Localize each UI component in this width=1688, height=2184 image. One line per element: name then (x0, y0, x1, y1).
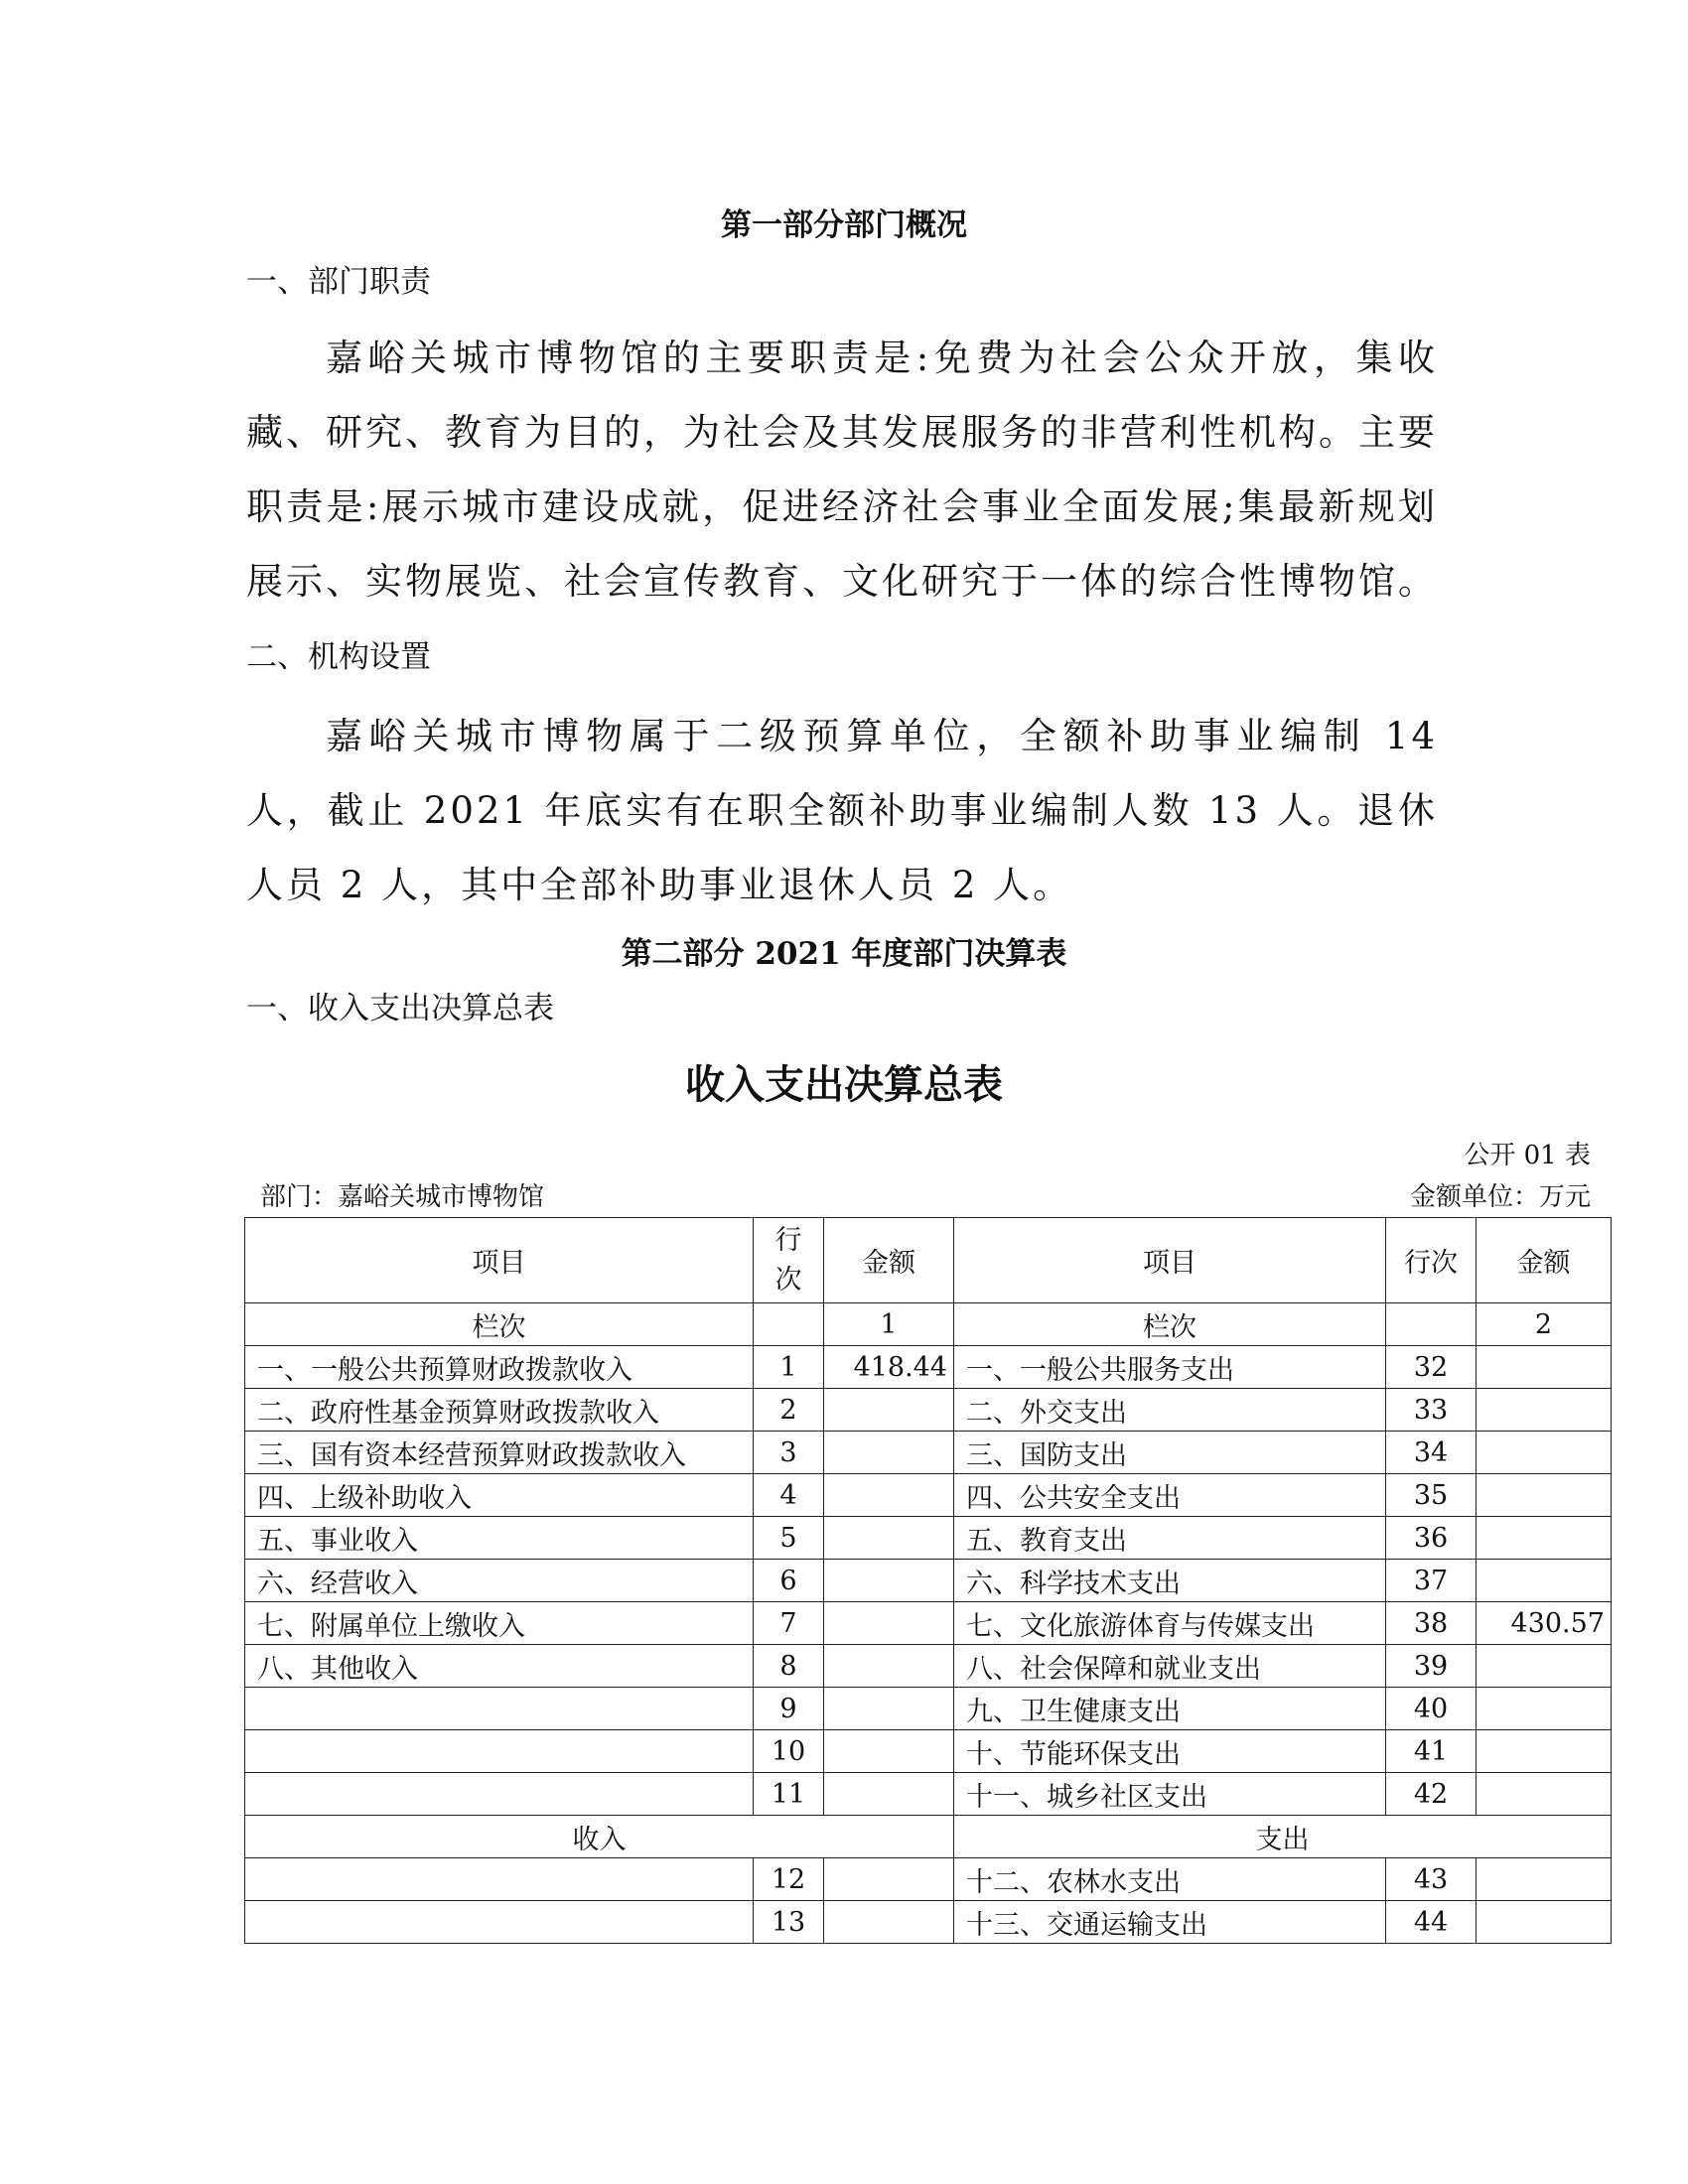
income-line-cell: 13 (754, 1901, 824, 1944)
amount-unit: 金额单位：万元 (1409, 1182, 1591, 1212)
expense-item-cell: 一、一般公共服务支出 (954, 1346, 1386, 1389)
income-line-cell: 4 (754, 1474, 824, 1517)
section1-heading: 一、部门职责 (246, 264, 431, 300)
expense-item-cell: 十三、交通运输支出 (954, 1901, 1386, 1944)
header-amount-2: 金额 (1477, 1218, 1612, 1303)
income-line-cell: 1 (754, 1346, 824, 1389)
expense-amount-cell (1477, 1901, 1612, 1944)
income-item-cell: 四、上级补助收入 (245, 1474, 754, 1517)
income-item-cell (245, 1773, 754, 1816)
expense-line-cell: 34 (1386, 1432, 1477, 1474)
colrow-left-label: 栏次 (245, 1303, 754, 1346)
table-row (245, 1602, 1612, 1645)
header-item: 项目 (245, 1218, 754, 1303)
income-amount-cell (824, 1730, 954, 1773)
income-expense-table (244, 1217, 1612, 1944)
table-row (245, 1346, 1612, 1389)
table-row (245, 1688, 1612, 1730)
colrow-left-no: 1 (824, 1303, 954, 1346)
income-amount-cell (824, 1645, 954, 1688)
expense-line-cell: 42 (1386, 1773, 1477, 1816)
expense-amount-cell (1477, 1688, 1612, 1730)
expense-line-cell: 43 (1386, 1858, 1477, 1901)
income-line-cell: 5 (754, 1517, 824, 1560)
colrow-right-label: 栏次 (954, 1303, 1386, 1346)
expense-line-cell: 37 (1386, 1560, 1477, 1602)
table-row (245, 1474, 1612, 1517)
separator-income-label: 收入 (245, 1816, 954, 1858)
expense-amount-cell (1477, 1858, 1612, 1901)
expense-item-cell: 十二、农林水支出 (954, 1858, 1386, 1901)
income-amount-cell (824, 1858, 954, 1901)
income-amount-cell (824, 1517, 954, 1560)
income-item-cell: 一、一般公共预算财政拨款收入 (245, 1346, 754, 1389)
income-item-cell (245, 1858, 754, 1901)
expense-item-cell: 五、教育支出 (954, 1517, 1386, 1560)
table-row (245, 1730, 1612, 1773)
expense-item-cell: 十、节能环保支出 (954, 1730, 1386, 1773)
income-line-cell: 11 (754, 1773, 824, 1816)
income-item-cell: 五、事业收入 (245, 1517, 754, 1560)
expense-line-cell: 38 (1386, 1602, 1477, 1645)
income-amount-cell (824, 1602, 954, 1645)
income-line-cell: 9 (754, 1688, 824, 1730)
income-amount-cell (824, 1688, 954, 1730)
expense-amount-cell (1477, 1773, 1612, 1816)
expense-line-cell: 41 (1386, 1730, 1477, 1773)
income-line-cell: 6 (754, 1560, 824, 1602)
expense-amount-cell (1477, 1432, 1612, 1474)
expense-amount-cell: 430.57 (1477, 1602, 1612, 1645)
table-row (245, 1773, 1612, 1816)
income-item-cell: 八、其他收入 (245, 1645, 754, 1688)
income-line-cell: 8 (754, 1645, 824, 1688)
income-line-cell: 10 (754, 1730, 824, 1773)
income-line-cell: 12 (754, 1858, 824, 1901)
header-line-2: 行次 (1386, 1218, 1477, 1303)
income-amount-cell (824, 1474, 954, 1517)
table-row (245, 1389, 1612, 1432)
part1-title: 第一部分部门概况 (721, 207, 967, 243)
expense-item-cell: 四、公共安全支出 (954, 1474, 1386, 1517)
income-amount-cell (824, 1773, 954, 1816)
income-item-cell (245, 1688, 754, 1730)
table-row (245, 1901, 1612, 1944)
income-line-cell: 3 (754, 1432, 824, 1474)
expense-amount-cell (1477, 1560, 1612, 1602)
expense-line-cell: 36 (1386, 1517, 1477, 1560)
part2-title: 第二部分 2021 年度部门决算表 (621, 936, 1067, 972)
table-title: 收入支出决算总表 (685, 1061, 1003, 1108)
table-header-row (245, 1218, 1612, 1303)
separator-expense-label: 支出 (954, 1816, 1612, 1858)
income-item-cell: 六、经营收入 (245, 1560, 754, 1602)
expense-line-cell: 44 (1386, 1901, 1477, 1944)
expense-amount-cell (1477, 1517, 1612, 1560)
expense-item-cell: 三、国防支出 (954, 1432, 1386, 1474)
expense-amount-cell (1477, 1474, 1612, 1517)
header-line: 行 次 (754, 1218, 824, 1303)
header-amount: 金额 (824, 1218, 954, 1303)
expense-item-cell: 七、文化旅游体育与传媒支出 (954, 1602, 1386, 1645)
income-item-cell (245, 1901, 754, 1944)
expense-item-cell: 六、科学技术支出 (954, 1560, 1386, 1602)
income-expense-separator-row (245, 1816, 1612, 1858)
expense-item-cell: 九、卫生健康支出 (954, 1688, 1386, 1730)
expense-line-cell: 40 (1386, 1688, 1477, 1730)
header-item-2: 项目 (954, 1218, 1386, 1303)
expense-amount-cell (1477, 1389, 1612, 1432)
income-item-cell: 二、政府性基金预算财政拨款收入 (245, 1389, 754, 1432)
section1-paragraph: 嘉峪关城市博物馆的主要职责是:免费为社会公众开放，集收藏、研究、教育为目的，为社会及其发展服务的非营利性机构。主要职责是:展示城市建设成就，促进经济社会事业全面发展;集最新规划展示、实物展览、社会宣传教育、文化研究于一体的综合性博物馆。 (246, 337, 1438, 603)
income-line-cell: 7 (754, 1602, 824, 1645)
expense-line-cell: 39 (1386, 1645, 1477, 1688)
colrow-empty (754, 1303, 824, 1346)
table-row (245, 1645, 1612, 1688)
income-amount-cell (824, 1560, 954, 1602)
income-amount-cell (824, 1901, 954, 1944)
income-item-cell (245, 1730, 754, 1773)
expense-item-cell: 二、外交支出 (954, 1389, 1386, 1432)
income-item-cell: 七、附属单位上缴收入 (245, 1602, 754, 1645)
income-amount-cell (824, 1389, 954, 1432)
table-row (245, 1517, 1612, 1560)
section2-heading: 二、机构设置 (246, 639, 431, 675)
expense-amount-cell (1477, 1730, 1612, 1773)
colrow-empty-2 (1386, 1303, 1477, 1346)
colrow-right-no: 2 (1477, 1303, 1612, 1346)
income-item-cell: 三、国有资本经营预算财政拨款收入 (245, 1432, 754, 1474)
expense-line-cell: 32 (1386, 1346, 1477, 1389)
expense-item-cell: 十一、城乡社区支出 (954, 1773, 1386, 1816)
expense-amount-cell (1477, 1346, 1612, 1389)
income-line-cell: 2 (754, 1389, 824, 1432)
table-row (245, 1432, 1612, 1474)
column-number-row (245, 1303, 1612, 1346)
department-label: 部门：嘉峪关城市博物馆 (260, 1182, 545, 1212)
expense-line-cell: 35 (1386, 1474, 1477, 1517)
expense-item-cell: 八、社会保障和就业支出 (954, 1645, 1386, 1688)
table-row (245, 1560, 1612, 1602)
part2-section1-heading: 一、收入支出决算总表 (246, 991, 554, 1026)
income-amount-cell (824, 1432, 954, 1474)
income-amount-cell: 418.44 (824, 1346, 954, 1389)
section2-paragraph: 嘉峪关城市博物属于二级预算单位，全额补助事业编制 14 人，截止 2021 年底实有在职全额补助事业编制人数 13 人。退休人员 2 人，其中全部补助事业退休人员 2 人。 (246, 715, 1438, 906)
table-row (245, 1858, 1612, 1901)
form-number: 公开 01 表 (1464, 1141, 1591, 1170)
expense-amount-cell (1477, 1645, 1612, 1688)
expense-line-cell: 33 (1386, 1389, 1477, 1432)
